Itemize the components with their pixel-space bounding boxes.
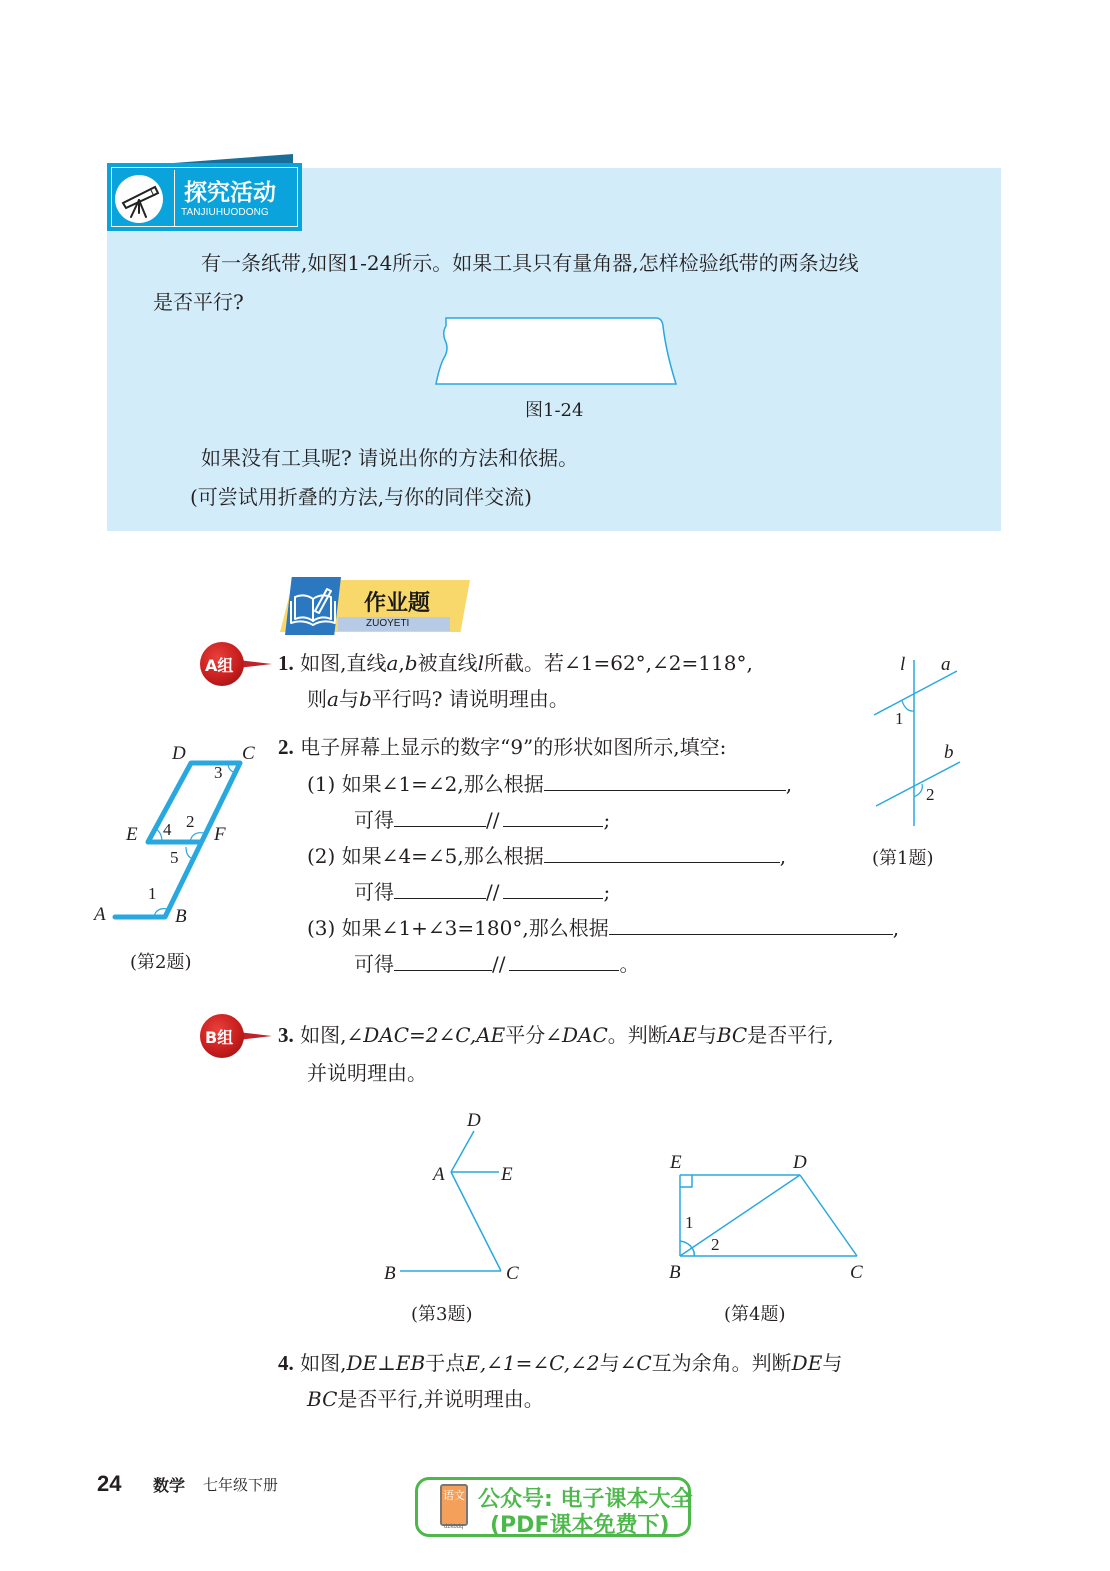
banner-divider bbox=[174, 170, 175, 226]
q1-var-a: a bbox=[386, 651, 399, 675]
q4-math: ∠C bbox=[619, 1351, 652, 1375]
q1-comma: , bbox=[398, 651, 405, 675]
label-E: E bbox=[670, 1152, 682, 1173]
q1-var-b: b bbox=[404, 651, 418, 675]
parallel-symbol: // bbox=[492, 952, 506, 976]
q2-p1-text: 可得 bbox=[354, 808, 394, 832]
q2-part2-line1 bbox=[307, 844, 786, 867]
group-a-label: A组 bbox=[205, 656, 234, 675]
q4-text: 是否平行,并说明理由。 bbox=[337, 1387, 544, 1411]
question-4-line1 bbox=[278, 1352, 842, 1374]
q4-text: 与 bbox=[599, 1351, 620, 1375]
figure-question-3 bbox=[370, 1100, 540, 1290]
question-3-line2: 并说明理由。 bbox=[307, 1061, 427, 1085]
figure-question-2 bbox=[90, 735, 270, 945]
explore-subtitle: TANJIUHUODONG bbox=[181, 207, 269, 218]
q3-text: 与 bbox=[696, 1023, 717, 1047]
question-2-number: 2. bbox=[278, 735, 294, 759]
homework-title: 作业题 bbox=[364, 591, 431, 616]
label-D: D bbox=[172, 743, 186, 764]
figure-4-caption: (第4题) bbox=[724, 1304, 786, 1325]
answer-blank[interactable] bbox=[394, 880, 486, 899]
q3-text: 平分 bbox=[505, 1023, 546, 1047]
answer-blank[interactable] bbox=[544, 844, 780, 863]
q4-text: 如图, bbox=[300, 1351, 347, 1375]
label-angle-5: 5 bbox=[170, 848, 179, 867]
homework-subtitle: ZUOYETI bbox=[366, 618, 410, 629]
label-angle-4: 4 bbox=[163, 820, 172, 839]
paper-strip bbox=[436, 318, 676, 384]
figure-question-4 bbox=[660, 1140, 880, 1290]
answer-blank[interactable] bbox=[503, 808, 603, 827]
q3-math: AE bbox=[667, 1023, 697, 1047]
telescope-icon bbox=[115, 175, 163, 223]
q1-text: 与 bbox=[338, 687, 359, 711]
q1-text: 如图,直线 bbox=[300, 651, 387, 675]
label-A: A bbox=[433, 1164, 445, 1185]
q2-p1-text: (1) 如果∠1=∠2,那么根据 bbox=[307, 772, 544, 796]
q4-math: BC bbox=[307, 1387, 338, 1411]
q2-p1-end: , bbox=[785, 772, 793, 796]
q1-text: 则 bbox=[307, 687, 327, 711]
label-B: B bbox=[384, 1263, 396, 1284]
q4-math: DE bbox=[791, 1351, 823, 1375]
label-C: C bbox=[506, 1263, 519, 1284]
label-angle-2: 2 bbox=[186, 812, 195, 831]
q2-part1-line2 bbox=[354, 808, 610, 831]
page-number: 24 bbox=[97, 1471, 122, 1496]
label-F: F bbox=[214, 824, 226, 845]
question-1-line2 bbox=[307, 688, 569, 710]
q3-math: BC bbox=[716, 1023, 748, 1047]
watermark-line1: 公众号: 电子课本大全 bbox=[478, 1487, 693, 1512]
q2-part1-line1 bbox=[307, 772, 792, 795]
q4-math: DE⊥EB bbox=[346, 1351, 426, 1375]
question-4-line2 bbox=[307, 1388, 544, 1410]
label-angle-1: 1 bbox=[685, 1213, 694, 1232]
label-angle-1: 1 bbox=[895, 709, 904, 728]
label-angle-2: 2 bbox=[926, 785, 935, 804]
q1-var-l: l bbox=[477, 651, 484, 675]
label-angle-3: 3 bbox=[214, 763, 223, 782]
paper-strip-figure bbox=[430, 312, 686, 392]
right-angle-mark bbox=[680, 1175, 692, 1187]
answer-blank[interactable] bbox=[394, 808, 486, 827]
label-E: E bbox=[126, 824, 138, 845]
line-a bbox=[874, 671, 957, 715]
figure-question-1 bbox=[860, 640, 980, 840]
ebook-icon-text: 语文 bbox=[443, 1489, 465, 1502]
q2-semicolon: ; bbox=[603, 880, 611, 904]
figure-caption-1-24: 图1-24 bbox=[525, 400, 584, 421]
label-a: a bbox=[941, 654, 951, 675]
segment-BD bbox=[680, 1175, 800, 1256]
parallel-symbol: // bbox=[486, 808, 500, 832]
label-C: C bbox=[850, 1262, 863, 1283]
explore-paragraph-line1: 有一条纸带,如图1-24所示。如果工具只有量角器,怎样检验纸带的两条边线 bbox=[201, 251, 859, 275]
label-angle-2: 2 bbox=[711, 1235, 720, 1254]
q3-text: 。判断 bbox=[607, 1023, 668, 1047]
q1-var-a: a bbox=[327, 687, 339, 711]
q3-math: ∠DAC bbox=[545, 1023, 608, 1047]
label-A: A bbox=[94, 904, 106, 925]
angle-1-arc bbox=[680, 1241, 692, 1248]
label-D: D bbox=[467, 1110, 481, 1131]
label-B: B bbox=[669, 1262, 681, 1283]
q3-math: ∠DAC=2∠C,AE bbox=[346, 1023, 506, 1047]
parallel-symbol: // bbox=[486, 880, 500, 904]
angle-1-arc bbox=[902, 701, 914, 711]
q2-part2-line2 bbox=[354, 880, 610, 903]
q1-text: 平行吗? 请说明理由。 bbox=[371, 687, 569, 711]
answer-blank[interactable] bbox=[609, 916, 893, 935]
q2-p3-text: 可得 bbox=[354, 952, 394, 976]
question-4-number: 4. bbox=[278, 1351, 294, 1375]
label-l: l bbox=[900, 654, 906, 675]
figure-2-caption: (第2题) bbox=[130, 952, 192, 973]
q2-part3-line1 bbox=[307, 916, 899, 939]
q2-semicolon: ; bbox=[603, 808, 611, 832]
group-b-label: B组 bbox=[205, 1028, 234, 1047]
q2-part3-line2 bbox=[354, 952, 639, 975]
q4-text: 互为余角。判断 bbox=[651, 1351, 792, 1375]
label-D: D bbox=[793, 1152, 807, 1173]
watermark-line2: (PDF课本免费下) bbox=[490, 1513, 670, 1538]
angle-2-arc bbox=[692, 1248, 694, 1256]
label-E: E bbox=[501, 1164, 513, 1185]
question-3-number: 3. bbox=[278, 1023, 294, 1047]
answer-blank[interactable] bbox=[503, 880, 603, 899]
q2-p3-end: , bbox=[892, 916, 900, 940]
q4-math: E,∠1=∠C,∠2 bbox=[465, 1351, 600, 1375]
segment-DC bbox=[800, 1175, 857, 1256]
figure-1-caption: (第1题) bbox=[872, 848, 934, 869]
explore-question: 如果没有工具呢? 请说出你的方法和依据。 bbox=[201, 446, 579, 470]
explore-title: 探究活动 bbox=[184, 180, 276, 206]
figure-3-caption: (第3题) bbox=[411, 1304, 473, 1325]
q1-var-b: b bbox=[358, 687, 372, 711]
q2-p3-text: (3) 如果∠1+∠3=180°,那么根据 bbox=[307, 916, 609, 940]
segment-AC bbox=[451, 1172, 501, 1271]
label-C: C bbox=[242, 743, 255, 764]
question-3-line1 bbox=[278, 1024, 834, 1046]
book-pencil-icon bbox=[285, 577, 341, 635]
q2-stem-text: 电子屏幕上显示的数字“9”的形状如图所示,填空: bbox=[300, 735, 727, 759]
q1-text: 被直线 bbox=[417, 651, 478, 675]
label-B: B bbox=[175, 906, 187, 927]
watermark-small-text: dzkbdq bbox=[444, 1524, 464, 1530]
answer-blank[interactable] bbox=[394, 952, 492, 971]
q2-period: 。 bbox=[619, 952, 640, 976]
answer-blank[interactable] bbox=[544, 772, 786, 791]
answer-blank[interactable] bbox=[509, 952, 619, 971]
label-b: b bbox=[944, 742, 954, 763]
q2-p2-end: , bbox=[779, 844, 787, 868]
question-2-stem bbox=[278, 736, 726, 758]
footer-subject: 数学 bbox=[153, 1476, 186, 1495]
footer-grade: 七年级下册 bbox=[203, 1476, 279, 1494]
explore-hint: (可尝试用折叠的方法,与你的同伴交流) bbox=[190, 485, 532, 509]
question-1-line1 bbox=[278, 652, 753, 674]
q1-text: 所截。若∠1=62°,∠2=118°, bbox=[483, 651, 753, 675]
q4-text: 于点 bbox=[425, 1351, 466, 1375]
q2-p2-text: (2) 如果∠4=∠5,那么根据 bbox=[307, 844, 544, 868]
q2-p2-text: 可得 bbox=[354, 880, 394, 904]
q3-text: 如图, bbox=[300, 1023, 347, 1047]
ray-AD bbox=[451, 1131, 474, 1172]
label-angle-1: 1 bbox=[148, 884, 157, 903]
line-b bbox=[876, 762, 960, 806]
q4-text: 与 bbox=[822, 1351, 843, 1375]
question-1-number: 1. bbox=[278, 651, 294, 675]
q3-text: 是否平行, bbox=[747, 1023, 834, 1047]
explore-paragraph-line2: 是否平行? bbox=[153, 290, 244, 314]
